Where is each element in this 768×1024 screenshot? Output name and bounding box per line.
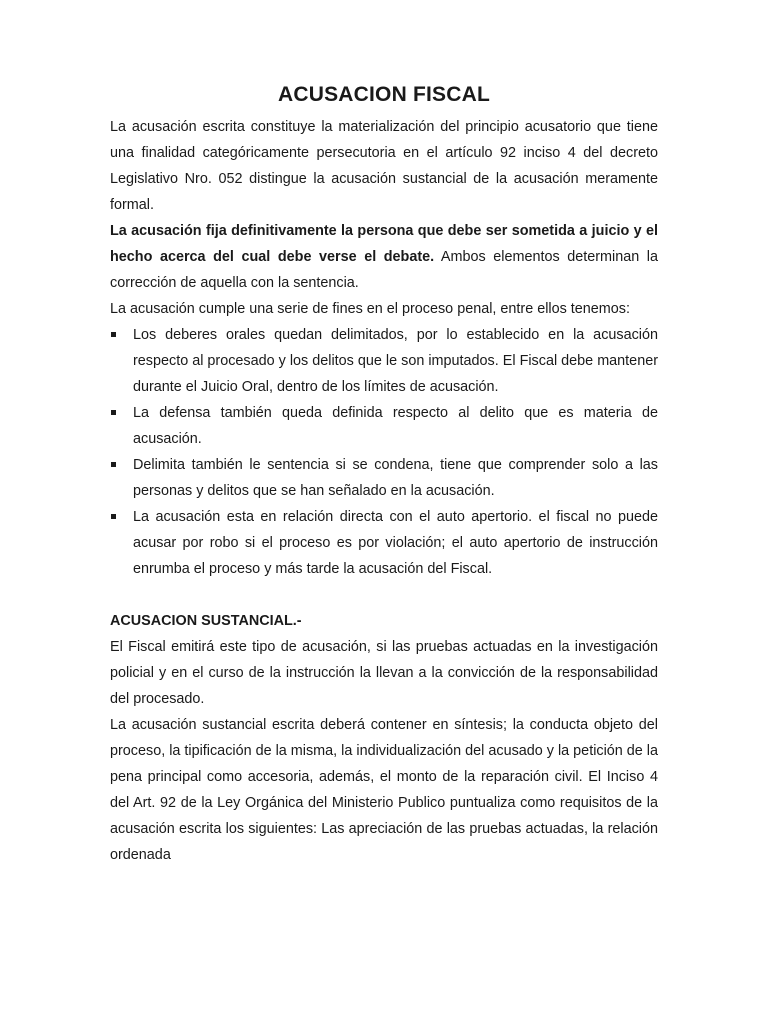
list-item-text: La defensa también queda definida respecto al delito que es materia de acusación. xyxy=(133,405,658,447)
paragraph-intro: La acusación escrita constituye la materialización del principio acusatorio que tiene una finalidad categóricamente persecutoria en el artículo 92 inciso 4 del decreto Legislativo Nro. 052 distingue la acusación sustancial de la acusación meramente formal. xyxy=(110,119,658,213)
section-heading-acusacion-sustancial: ACUSACION SUSTANCIAL.- xyxy=(110,613,302,629)
list-item xyxy=(110,400,658,452)
list-item xyxy=(110,504,658,582)
bold-statement: La acusación fija definitivamente la persona que debe ser sometida a juicio y el hecho acerca del cual debe verse el debate. xyxy=(110,223,658,265)
square-bullet-icon xyxy=(111,410,116,415)
paragraph-fiscal-emitira: El Fiscal emitirá este tipo de acusación, si las pruebas actuadas en la investigación policial y en el curso de la instrucción la llevan a la convicción de la responsabilidad del procesado. xyxy=(110,639,658,707)
fines-bullet-list xyxy=(110,322,658,582)
document-page xyxy=(110,82,658,868)
section-spacer xyxy=(110,582,658,608)
list-item xyxy=(110,452,658,504)
square-bullet-icon xyxy=(111,332,116,337)
statement-continuation: Ambos elementos determinan la corrección de aquella con la sentencia. xyxy=(110,249,659,291)
list-item-text: Delimita también le sentencia si se condena, tiene que comprender solo a las personas y delitos que se han señalado en la acusación. xyxy=(133,457,658,499)
list-item-text: Los deberes orales quedan delimitados, por lo establecido en la acusación respecto al procesado y los delitos que le son imputados. El Fiscal debe mantener durante el Juicio Oral, dentro de los límites de acusación. xyxy=(133,327,658,395)
list-item xyxy=(110,322,658,400)
paragraph-fines: La acusación cumple una serie de fines en el proceso penal, entre ellos tenemos: xyxy=(110,301,630,317)
square-bullet-icon xyxy=(111,514,116,519)
paragraph-acusacion-sustancial: La acusación sustancial escrita deberá contener en síntesis; la conducta objeto del proceso, la tipificación de la misma, la individualización del acusado y la petición de la pena principal como accesoria, además, el monto de la reparación civil. El Inciso 4 del Art. 92 de la Ley Orgánica del Ministerio Publico puntualiza como requisitos de la acusación escrita los siguientes: Las apreciación de las pruebas actuadas, la relación ordenada xyxy=(110,717,658,863)
list-item-text: La acusación esta en relación directa con el auto apertorio. el fiscal no puede acusar por robo si el proceso es por violación; el auto apertorio de instrucción enrumba el proceso y más tarde la acusación del Fiscal. xyxy=(133,509,658,577)
paragraph-acusacion-fija xyxy=(110,218,658,296)
document-title: ACUSACION FISCAL xyxy=(277,83,491,106)
square-bullet-icon xyxy=(111,462,116,467)
